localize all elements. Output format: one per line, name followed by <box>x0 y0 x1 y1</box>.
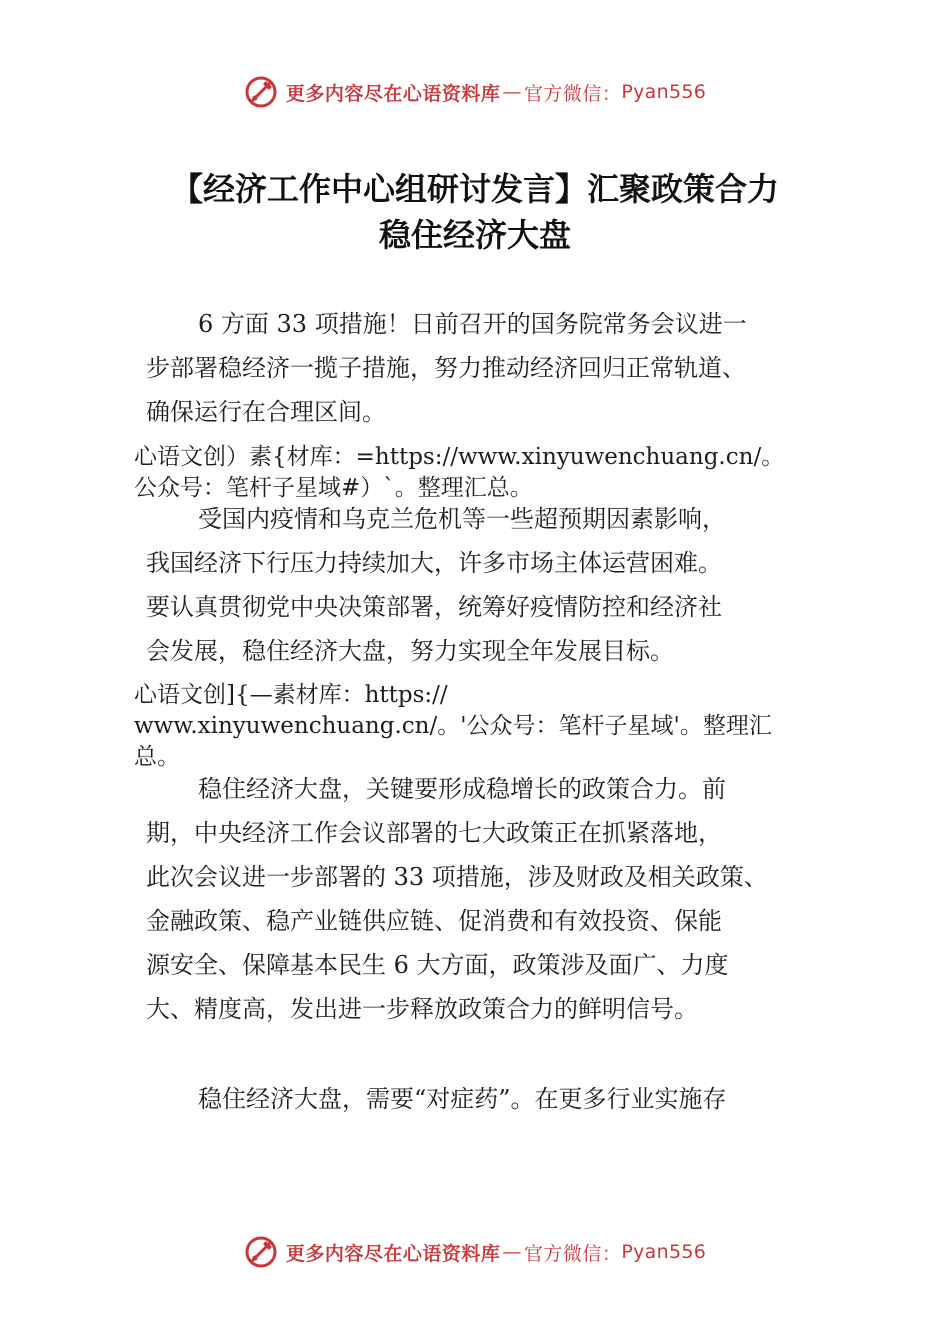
body-line: 要认真贯彻党中央决策部署，统筹好疫情防控和经济社 <box>146 593 722 621</box>
body-line: 6 方面 33 项措施！日前召开的国务院常务会议进一 <box>198 310 747 338</box>
source-note-line: www.xinyuwenchuang.cn/。'公众号：笔杆子星域'。整理汇 <box>134 713 772 739</box>
body-line: 此次会议进一步部署的 33 项措施，涉及财政及相关政策、 <box>146 863 768 891</box>
watermark-wechat-id: Pyan556 <box>621 81 707 103</box>
watermark-wechat-label: 官方微信： <box>523 82 622 105</box>
body-line: 我国经济下行压力持续加大，许多市场主体运营困难。 <box>146 549 722 577</box>
body-line: 源安全、保障基本民生 6 大方面，政策涉及面广、力度 <box>146 951 729 979</box>
body-line: 期，中央经济工作会议部署的七大政策正在抓紧落地， <box>146 819 722 847</box>
source-note-line: 公众号：笔杆子星域#）`。整理汇总。 <box>134 475 533 501</box>
body-line: 金融政策、稳产业链供应链、促消费和有效投资、保能 <box>146 907 722 935</box>
body-line: 确保运行在合理区间。 <box>146 398 386 426</box>
body-line: 大、精度高，发出进一步释放政策合力的鲜明信号。 <box>146 995 698 1023</box>
title-line-2: 稳住经济大盘 <box>378 216 571 254</box>
body-line: 稳住经济大盘，需要“对症药”。在更多行业实施存 <box>198 1085 727 1113</box>
header-watermark <box>0 72 950 112</box>
document-title <box>0 166 950 258</box>
body-line: 稳住经济大盘，关键要形成稳增长的政策合力。前 <box>198 775 726 803</box>
source-note-line: 总。 <box>134 744 180 770</box>
footer-watermark <box>0 1232 950 1272</box>
body-line: 步部署稳经济一揽子措施，努力推动经济回归正常轨道、 <box>146 354 746 382</box>
watermark-brand: 更多内容尽在心语资料库 <box>285 1242 501 1265</box>
watermark-brand: 更多内容尽在心语资料库 <box>285 82 501 105</box>
watermark-dash: — <box>502 1241 522 1263</box>
watermark-dash: — <box>502 81 522 103</box>
source-note-line: 心语文创）素{材库：=https://www.xinyuwenchuang.cn/。 <box>134 444 785 470</box>
brush-seal-icon <box>244 75 278 109</box>
title-line-1: 【经济工作中心组研讨发言】汇聚政策合力 <box>170 170 779 208</box>
body-line: 受国内疫情和乌克兰危机等一些超预期因素影响， <box>198 505 726 533</box>
source-note-line: 心语文创]{—素材库：https:// <box>134 682 448 708</box>
body-line: 会发展，稳住经济大盘，努力实现全年发展目标。 <box>146 637 674 665</box>
brush-seal-icon <box>244 1235 278 1269</box>
watermark-wechat-id: Pyan556 <box>621 1241 707 1263</box>
watermark-wechat-label: 官方微信： <box>523 1242 622 1265</box>
